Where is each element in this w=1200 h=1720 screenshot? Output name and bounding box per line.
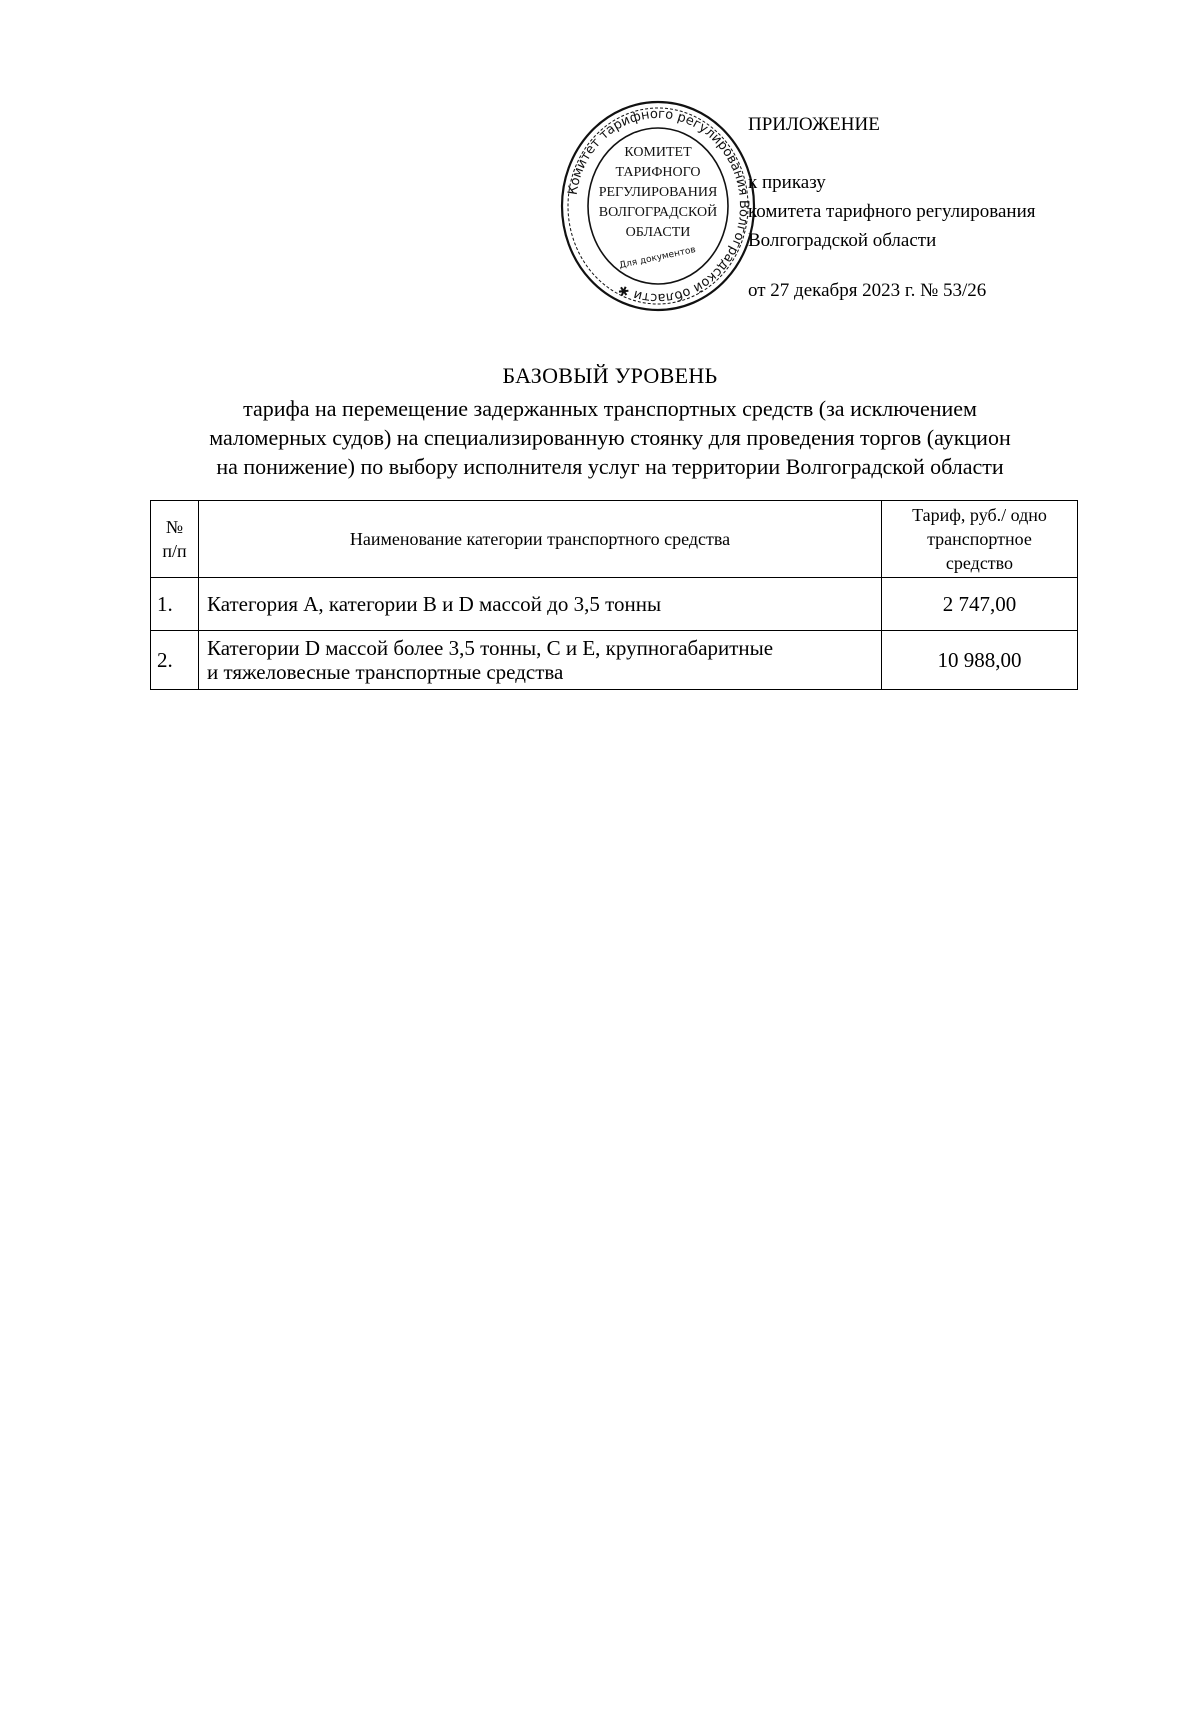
row-tariff-value: 2 747,00 <box>882 578 1078 631</box>
subtitle-line-1: тарифа на перемещение задержанных транспортных средств (за исключением <box>243 396 977 421</box>
svg-text:Комитет тарифного регулировани: Комитет тарифного регулирования Волгоградской области ✱ <box>565 106 752 306</box>
header-number-line-2: п/п <box>162 541 187 561</box>
row-category-line-2: и тяжеловесные транспортные средства <box>207 660 564 684</box>
header-tariff <box>882 501 1078 578</box>
appendix-order-ref: к приказу <box>748 172 826 193</box>
svg-text:Для документов: Для документов <box>618 245 697 272</box>
header-number-line-1: № <box>165 517 184 537</box>
row-tariff-value: 10 988,00 <box>882 631 1078 690</box>
document-subtitle <box>150 394 1070 481</box>
table-row <box>151 631 1078 690</box>
document-title: БАЗОВЫЙ УРОВЕНЬ <box>502 363 718 388</box>
row-category-line-1: Категории D массой более 3,5 тонны, С и Е, крупногабаритные <box>207 636 774 660</box>
table-row <box>151 578 1078 631</box>
header-tariff-line-3: средство <box>945 553 1014 573</box>
row-number: 1. <box>151 578 199 631</box>
row-category-name <box>199 631 882 690</box>
svg-text:ОБЛАСТИ: ОБЛАСТИ <box>625 225 691 240</box>
row-category-line-1: Категория А, категории В и D массой до 3,5 тонны <box>207 592 662 616</box>
document-heading <box>150 362 1070 481</box>
subtitle-line-2: маломерных судов) на специализированную стоянку для проведения торгов (аукцион <box>209 425 1011 450</box>
svg-text:ВОЛГОГРАДСКОЙ: ВОЛГОГРАДСКОЙ <box>598 205 718 220</box>
table-header-row <box>151 501 1078 578</box>
header-tariff-line-2: транспортное <box>927 529 1032 549</box>
subtitle-line-3: на понижение) по выбору исполнителя услуг на территории Волгоградской области <box>216 454 1004 479</box>
row-category-name <box>199 578 882 631</box>
official-seal-stamp <box>558 98 758 314</box>
appendix-region: Волгоградской области <box>748 230 937 251</box>
svg-text:КОМИТЕТ: КОМИТЕТ <box>624 145 692 160</box>
header-tariff-line-1: Тариф, руб./ одно <box>912 505 1047 525</box>
appendix-order-date: от 27 декабря 2023 г. № 53/26 <box>748 280 987 301</box>
header-number <box>151 501 199 578</box>
svg-text:ТАРИФНОГО: ТАРИФНОГО <box>615 165 701 180</box>
header-category-name: Наименование категории транспортного средства <box>199 501 882 578</box>
appendix-committee: комитета тарифного регулирования <box>748 201 1036 222</box>
svg-text:РЕГУЛИРОВАНИЯ: РЕГУЛИРОВАНИЯ <box>598 185 718 200</box>
appendix-title: ПРИЛОЖЕНИЕ <box>748 114 880 135</box>
appendix-header <box>748 110 1036 305</box>
tariff-table <box>150 500 1078 690</box>
row-number: 2. <box>151 631 199 690</box>
